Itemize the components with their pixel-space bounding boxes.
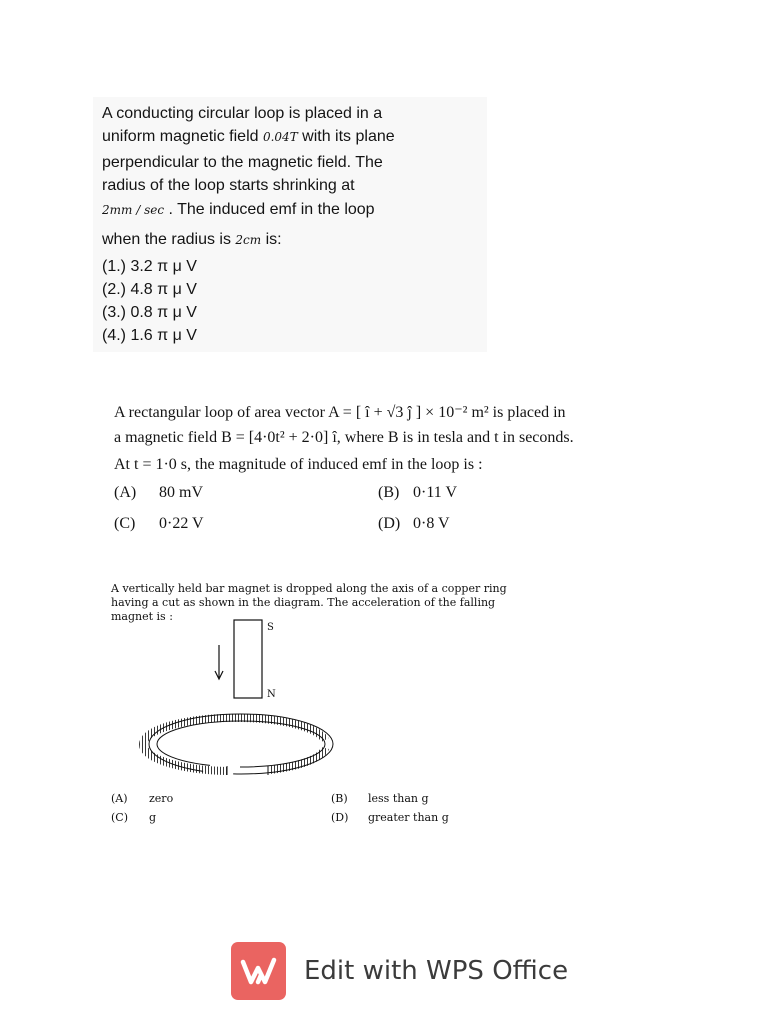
- q3-option-a-letter: (A): [111, 792, 128, 805]
- q2-option-d-value: 0·8 V: [413, 515, 450, 532]
- wps-logo-icon[interactable]: [231, 942, 286, 1000]
- q1-line-5-text: . The induced emf in the loop: [168, 201, 375, 218]
- q3-line-3: magnet is :: [111, 610, 173, 623]
- magnet-pole-north: N: [267, 689, 276, 700]
- q2-option-c-letter: (C): [114, 515, 136, 532]
- q2-line-3: At t = 1·0 s, the magnitude of induced emf in the loop is :: [114, 456, 483, 473]
- bar-magnet: [234, 620, 262, 698]
- q3-option-b-letter: (B): [331, 792, 348, 805]
- q1-line-2-suffix: with its plane: [297, 128, 395, 145]
- q1-rate: 2mm / sec: [102, 203, 165, 217]
- q2-option-b-letter: (B): [378, 484, 400, 501]
- q3-option-d-value: greater than g: [368, 811, 449, 824]
- q1-line-3: perpendicular to the magnetic field. The: [102, 154, 383, 171]
- magnet-pole-south: S: [267, 622, 274, 633]
- q1-radius: 2cm: [235, 233, 262, 247]
- q1-option-2: (2.) 4.8 π μ V: [102, 281, 197, 298]
- q1-field-value: 0.04T: [262, 130, 298, 144]
- q2-option-a-letter: (A): [114, 484, 137, 501]
- q1-line-6-text: when the radius is: [102, 231, 231, 248]
- q2-line-2: a magnetic field B = [4·0t² + 2·0] î, where B is in tesla and t in seconds.: [114, 429, 574, 446]
- q1-option-3: (3.) 0.8 π μ V: [102, 304, 197, 321]
- q3-option-c-letter: (C): [111, 811, 128, 824]
- q2-option-b-value: 0·11 V: [413, 484, 457, 501]
- q3-option-a-value: zero: [149, 792, 174, 805]
- q2-option-c-value: 0·22 V: [159, 515, 204, 532]
- q2-option-a-value: 80 mV: [159, 484, 203, 501]
- q1-option-1: (1.) 3.2 π μ V: [102, 258, 197, 275]
- q1-line-4: radius of the loop starts shrinking at: [102, 177, 355, 194]
- q1-line-1: A conducting circular loop is placed in a: [102, 105, 383, 122]
- q1-option-4: (4.) 1.6 π μ V: [102, 327, 197, 344]
- q3-option-c-value: g: [149, 811, 157, 824]
- q2-option-d-letter: (D): [378, 515, 401, 532]
- q2-line-1: A rectangular loop of area vector A = [ î + √3 ĵ ] × 10⁻² m² is placed in: [114, 404, 566, 421]
- q1-line-6-suffix: is:: [261, 231, 282, 248]
- copper-ring: [143, 714, 333, 775]
- q3-option-d-letter: (D): [331, 811, 349, 824]
- q3-option-b-value: less than g: [368, 792, 429, 805]
- q3-line-2: having a cut as shown in the diagram. The acceleration of the falling: [111, 596, 496, 609]
- q1-line-2-text: uniform magnetic field: [102, 128, 259, 145]
- wps-edit-label[interactable]: Edit with WPS Office: [304, 956, 569, 986]
- q3-line-1: A vertically held bar magnet is dropped along the axis of a copper ring: [111, 582, 507, 595]
